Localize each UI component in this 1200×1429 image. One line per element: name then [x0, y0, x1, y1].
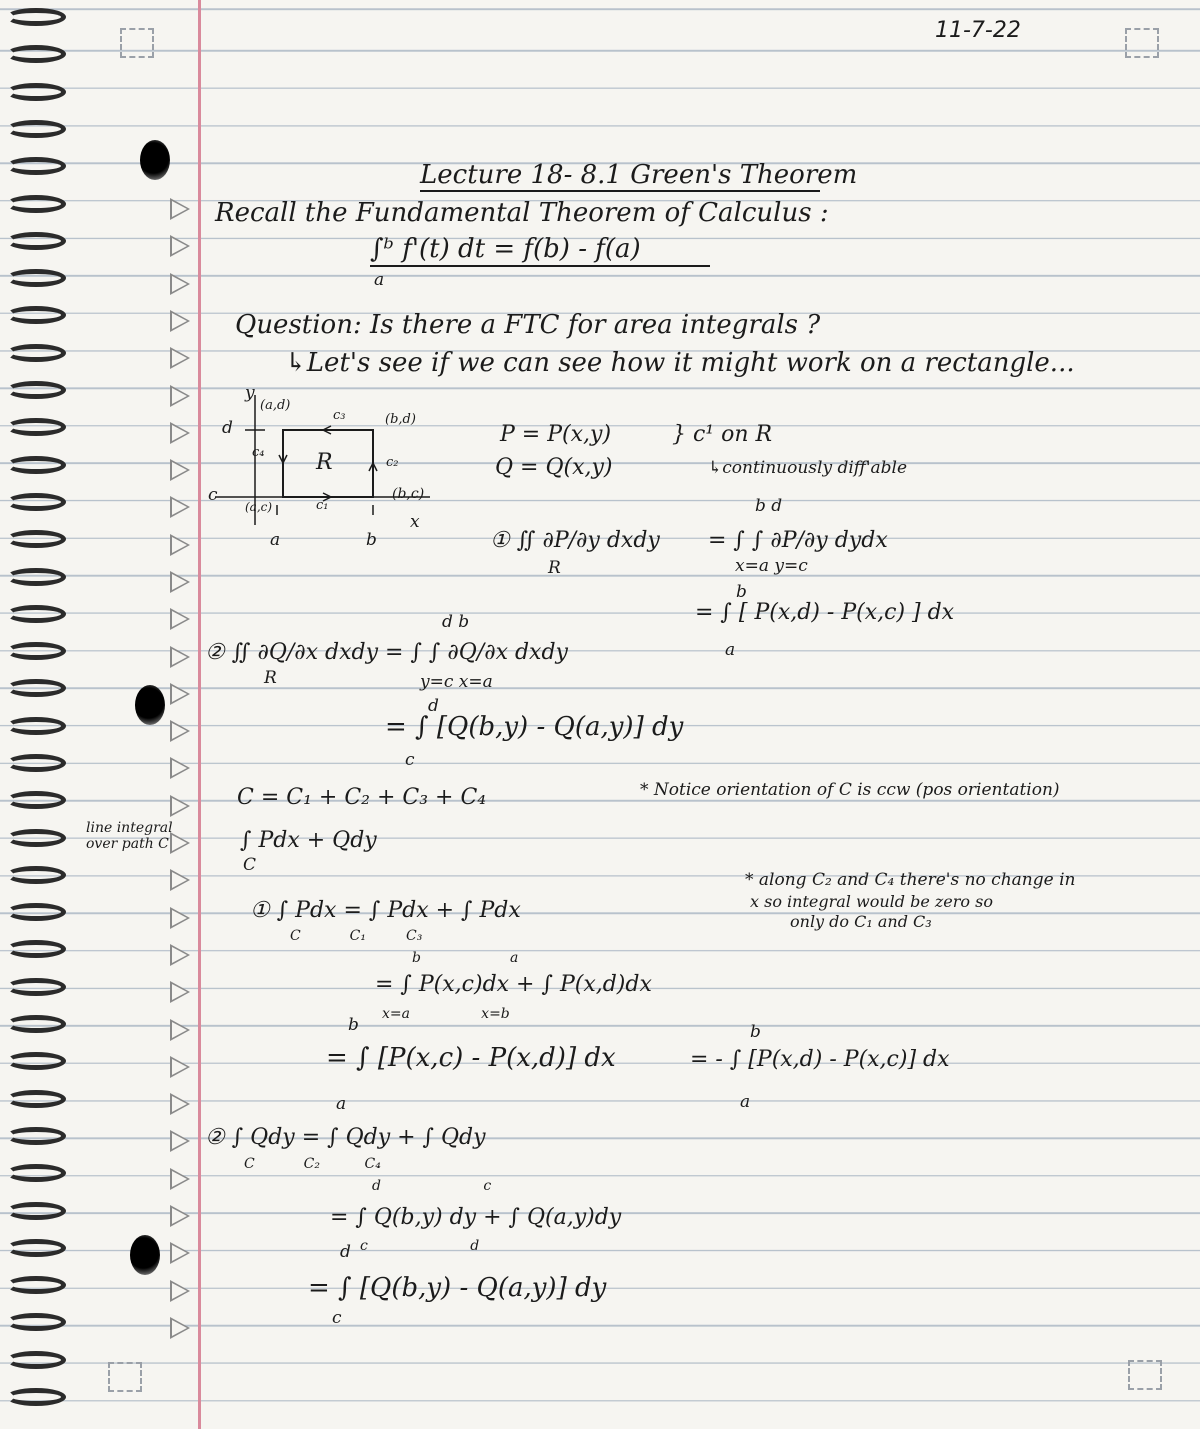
spiral-ring — [6, 1015, 66, 1033]
spiral-ring — [6, 791, 66, 809]
diagram-b-label: b — [366, 530, 377, 550]
margin-arrow-icon — [170, 310, 190, 332]
eq2-lhs: ② ∬ ∂Q/∂x dxdy = ∫ ∫ ∂Q/∂x dxdy — [205, 640, 568, 665]
spiral-ring — [6, 157, 66, 175]
margin-arrow-icon — [170, 1242, 190, 1264]
margin-arrow-icon — [170, 1280, 190, 1302]
spiral-ring — [6, 866, 66, 884]
spiral-ring — [6, 754, 66, 772]
margin-arrow-icon — [170, 534, 190, 556]
spiral-ring — [6, 344, 66, 362]
diagram-d-label: d — [222, 418, 233, 438]
step2-b-lower: c d — [360, 1238, 480, 1254]
spiral-ring — [6, 1276, 66, 1294]
step1-b-upper: b a — [412, 950, 519, 966]
punch-hole — [130, 1235, 160, 1275]
step1-b-lower: x=a x=b — [382, 1006, 510, 1022]
margin-arrow-icon — [170, 683, 190, 705]
margin-arrow-icon — [170, 571, 190, 593]
margin-arrow-icon — [170, 1317, 190, 1339]
spiral-ring — [6, 269, 66, 287]
ftc-underline — [370, 265, 710, 267]
diagram-c4: c₄ — [252, 445, 265, 460]
margin-arrow-icon — [170, 235, 190, 257]
step1-c-lower: a — [336, 1094, 347, 1114]
margin-arrow-icon — [170, 720, 190, 742]
eq2-result: = ∫ [Q(b,y) - Q(a,y)] dy — [385, 712, 684, 742]
diagram-bottom-right: (b,c) — [392, 486, 425, 502]
spiral-ring — [6, 232, 66, 250]
question: Question: Is there a FTC for area integrals ? — [235, 310, 821, 340]
along-note-2: x so integral would be zero so — [750, 892, 993, 911]
step1: ① ∫ Pdx = ∫ Pdx + ∫ Pdx — [250, 898, 521, 923]
eq2-limits-upper: d b — [442, 612, 470, 632]
spiral-ring — [6, 1164, 66, 1182]
eq2-result-lower: c — [405, 750, 415, 770]
margin-arrow-icon — [170, 1019, 190, 1041]
margin-arrow-icon — [170, 1168, 190, 1190]
along-note-3: only do C₁ and C₃ — [790, 912, 932, 931]
spiral-ring — [6, 456, 66, 474]
step1-d-lower: a — [740, 1092, 751, 1112]
diagram-c-label: c — [208, 485, 218, 505]
margin-arrow-icon — [170, 981, 190, 1003]
margin-arrow-icon — [170, 907, 190, 929]
corner-mark — [1128, 1360, 1162, 1390]
spiral-ring — [6, 978, 66, 996]
diagram-x-label: x — [410, 512, 420, 532]
step2: ② ∫ Qdy = ∫ Qdy + ∫ Qdy — [205, 1125, 486, 1150]
margin-arrow-icon — [170, 385, 190, 407]
step1-b: = ∫ P(x,c)dx + ∫ P(x,d)dx — [375, 972, 652, 997]
spiral-ring — [6, 1090, 66, 1108]
spiral-ring — [6, 1239, 66, 1257]
margin-arrow-icon — [170, 422, 190, 444]
eq1-result-upper: b — [736, 582, 747, 602]
spiral-ring — [6, 1313, 66, 1331]
margin-arrow-icon — [170, 608, 190, 630]
margin-arrow-icon — [170, 646, 190, 668]
margin-arrow-icon — [170, 1093, 190, 1115]
line-integral-sub: C — [243, 855, 257, 875]
p-definition: P = P(x,y) — [500, 422, 612, 447]
step2-c: = ∫ [Q(b,y) - Q(a,y)] dy — [308, 1273, 607, 1303]
margin-arrow-icon — [170, 347, 190, 369]
margin-arrow-icon — [170, 496, 190, 518]
margin-arrow-icon — [170, 795, 190, 817]
step1-subs: C C₁ C₃ — [290, 928, 423, 944]
margin-arrow-icon — [170, 757, 190, 779]
diagram-bottom-left: (a,c) — [245, 500, 273, 514]
step2-b: = ∫ Q(b,y) dy + ∫ Q(a,y)dy — [330, 1205, 622, 1230]
eq1-result-lower: a — [725, 640, 736, 660]
spiral-ring — [6, 642, 66, 660]
margin-line — [198, 0, 201, 1429]
margin-arrow-icon — [170, 869, 190, 891]
spiral-ring — [6, 418, 66, 436]
date: 11-7-22 — [935, 18, 1021, 43]
q-definition: Q = Q(x,y) — [495, 455, 613, 480]
spiral-ring — [6, 1202, 66, 1220]
spiral-ring — [6, 381, 66, 399]
diagram-c2: c₂ — [386, 455, 399, 470]
ftc-formula: ∫ᵇ f'(t) dt = f(b) - f(a) — [370, 234, 641, 264]
step1-d: = - ∫ [P(x,d) - P(x,c)] dx — [690, 1047, 950, 1072]
eq2-result-upper: d — [428, 696, 439, 716]
step2-subs: C C₂ C₄ — [244, 1156, 381, 1172]
margin-arrow-icon — [170, 1130, 190, 1152]
punch-hole — [140, 140, 170, 180]
c1-on-r: } c¹ on R — [672, 422, 773, 447]
eq1-result: = ∫ [ P(x,d) - P(x,c) ] dx — [695, 600, 955, 625]
spiral-ring — [6, 530, 66, 548]
spiral-ring — [6, 120, 66, 138]
step2-b-upper: d c — [372, 1178, 492, 1194]
spiral-ring — [6, 45, 66, 63]
eq2-limits-lower: y=c x=a — [420, 672, 493, 692]
curve-sum: C = C₁ + C₂ + C₃ + C₄ — [237, 785, 487, 810]
diagram-top-right: (b,d) — [385, 412, 416, 427]
step1-c-upper: b — [348, 1015, 359, 1035]
spiral-ring — [6, 1052, 66, 1070]
ftc-lower-limit: a — [374, 270, 385, 290]
spiral-ring — [6, 1351, 66, 1369]
diagram-region: R — [316, 450, 333, 475]
eq1-rhs: = ∫ ∫ ∂P/∂y dydx — [708, 528, 888, 553]
spiral-ring — [6, 1127, 66, 1145]
diagram-c1: c₁ — [316, 498, 329, 513]
diagram-y-label: y — [245, 383, 255, 403]
diagram-a-label: a — [270, 530, 281, 550]
spiral-ring — [6, 940, 66, 958]
corner-mark — [120, 28, 154, 58]
orientation-notice: * Notice orientation of C is ccw (pos orientation) — [640, 780, 1060, 800]
spiral-ring — [6, 493, 66, 511]
spiral-ring — [6, 306, 66, 324]
spiral-ring — [6, 717, 66, 735]
line-integral: ∫ Pdx + Qdy — [240, 828, 377, 853]
eq2-lhs-sub: R — [264, 668, 277, 688]
punch-hole — [135, 685, 165, 725]
step2-c-upper: d — [340, 1242, 351, 1262]
recall-text: Recall the Fundamental Theorem of Calculus : — [215, 198, 829, 228]
diagram-top-left: (a,d) — [260, 398, 291, 413]
spiral-ring — [6, 903, 66, 921]
margin-arrow-icon — [170, 1205, 190, 1227]
margin-note: line integral over path C — [86, 820, 173, 852]
spiral-ring — [6, 568, 66, 586]
continuously-differentiable: ↳continuously diff'able — [708, 458, 908, 478]
step1-d-upper: b — [750, 1022, 761, 1042]
spiral-ring — [6, 195, 66, 213]
corner-mark — [108, 1362, 142, 1392]
step1-c: = ∫ [P(x,c) - P(x,d)] dx — [326, 1043, 616, 1073]
eq1-lhs-sub: R — [548, 558, 561, 578]
title-underline — [420, 190, 820, 192]
margin-arrow-icon — [170, 198, 190, 220]
diagram-c3: c₃ — [333, 408, 346, 423]
spiral-ring — [6, 1388, 66, 1406]
eq1-rhs-upper: b d — [755, 496, 783, 516]
question-followup: ↳Let's see if we can see how it might work on a rectangle... — [285, 348, 1075, 378]
spiral-ring — [6, 83, 66, 101]
along-note-1: * along C₂ and C₄ there's no change in — [745, 870, 1076, 890]
margin-arrow-icon — [170, 1056, 190, 1078]
eq1-rhs-lower: x=a y=c — [735, 556, 808, 576]
page-title: Lecture 18- 8.1 Green's Theorem — [420, 160, 858, 190]
spiral-binding — [0, 0, 80, 1429]
margin-arrow-icon — [170, 459, 190, 481]
step2-c-lower: c — [332, 1308, 342, 1328]
corner-mark — [1125, 28, 1159, 58]
spiral-ring — [6, 605, 66, 623]
spiral-ring — [6, 679, 66, 697]
spiral-ring — [6, 8, 66, 26]
margin-arrow-icon — [170, 273, 190, 295]
spiral-ring — [6, 829, 66, 847]
eq1-lhs: ① ∬ ∂P/∂y dxdy — [490, 528, 660, 553]
margin-arrow-icon — [170, 944, 190, 966]
